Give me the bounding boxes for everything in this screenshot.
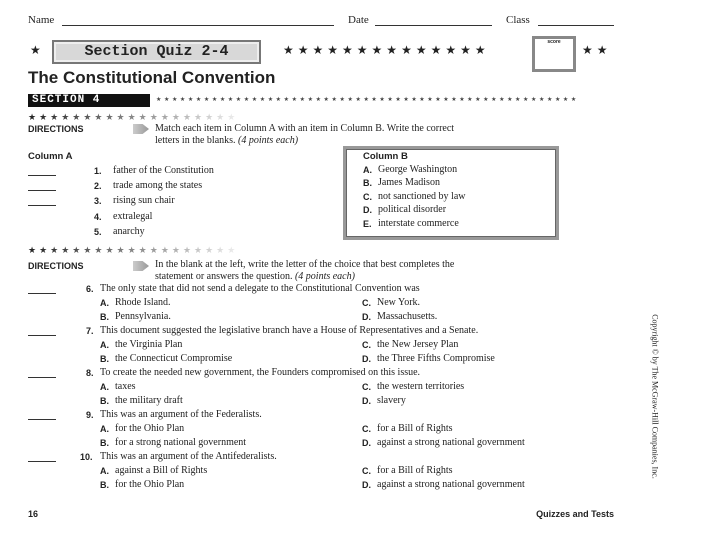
question-text: The only state that did not send a delegate to the Constitutional Convention was [100, 283, 420, 294]
score-box [532, 36, 576, 72]
choice-letter: B. [100, 353, 109, 364]
date-label: Date [348, 14, 369, 26]
choice-letter: C. [362, 381, 371, 392]
directions-text: Match each item in Column A with an item in Column B. Write the correct [155, 123, 455, 134]
option-text: George Washington [378, 164, 458, 175]
column-b-header: Column B [363, 151, 408, 162]
answer-blank[interactable] [28, 205, 56, 206]
question-text: This was an argument of the Antifederalists. [100, 451, 277, 462]
score-label: score [547, 39, 561, 45]
answer-blank[interactable] [28, 461, 56, 462]
choice-letter: C. [362, 423, 371, 434]
star-row-icon: ★★★★★★★★★★★★★★★★★★★★★★★★★★★★★★★★★★★★★★★★★★★★★★★★★★★★★ [156, 97, 579, 103]
option-text: James Madison [378, 177, 440, 189]
answer-blank[interactable] [28, 377, 56, 378]
question-number: 6. [86, 284, 94, 294]
item-number: 3. [94, 196, 102, 207]
choice-text: for a Bill of Rights [377, 464, 453, 476]
choice-text: against a Bill of Rights [115, 464, 208, 476]
choice-letter: A. [100, 339, 109, 350]
choice-letter: B. [100, 311, 109, 322]
choice-letter: B. [100, 395, 109, 406]
page-number: 16 [28, 509, 39, 519]
class-field[interactable] [538, 25, 614, 26]
choice-letter: B. [100, 479, 109, 490]
name-label: Name [28, 14, 55, 26]
option-text: interstate commerce [378, 217, 459, 229]
option-letter: D. [363, 205, 372, 216]
choice-text: against a strong national government [377, 436, 525, 448]
choice-text: the western territories [377, 380, 465, 392]
choice-text: Pennsylvania. [115, 310, 171, 322]
choice-text: for a Bill of Rights [377, 422, 453, 434]
option-letter: C. [363, 191, 372, 202]
choice-text: the military draft [115, 394, 183, 406]
choice-letter: D. [362, 311, 371, 322]
star-icon: ★ [30, 43, 44, 57]
choice-letter: A. [100, 465, 109, 476]
choice-text: the Three Fifths Compromise [377, 352, 495, 364]
choice-letter: D. [362, 395, 371, 406]
question-number: 8. [86, 368, 94, 378]
directions-text [155, 135, 298, 146]
question-number: 7. [86, 326, 94, 336]
directions-text-line: letters in the blanks. [155, 135, 236, 146]
answer-blank[interactable] [28, 335, 56, 336]
question-number: 9. [86, 410, 94, 420]
star-row-icon: ★★ [582, 43, 612, 57]
item-text: trade among the states [113, 180, 203, 192]
choice-letter: C. [362, 297, 371, 308]
choice-letter: D. [362, 437, 371, 448]
item-number: 1. [94, 166, 102, 176]
choice-text: Massachusetts. [377, 310, 438, 322]
choice-letter: D. [362, 353, 371, 364]
answer-blank[interactable] [28, 293, 56, 294]
footer-section-name: Quizzes and Tests [536, 509, 614, 519]
option-text: not sanctioned by law [378, 190, 466, 202]
choice-text: slavery [377, 394, 406, 406]
choice-text: the Connecticut Compromise [115, 352, 233, 364]
question-text: This was an argument of the Federalists. [100, 409, 262, 420]
choice-letter: D. [362, 479, 371, 490]
choice-letter: C. [362, 339, 371, 350]
item-text: extralegal [113, 210, 153, 222]
choice-text: the Virginia Plan [115, 338, 183, 350]
question-text: This document suggested the legislative branch have a House of Representatives and a Senate. [100, 325, 479, 336]
points-note: (4 points each) [238, 135, 299, 146]
question-text: To create the needed new government, the Founders compromised on this issue. [100, 367, 421, 378]
choice-text: the New Jersey Plan [377, 338, 459, 350]
directions-text: In the blank at the left, write the letter of the choice that best completes the [155, 259, 455, 270]
star-row-icon: ★★★★★★★★★★★★★★ [283, 43, 490, 57]
choice-text: for the Ohio Plan [115, 422, 185, 434]
answer-blank[interactable] [28, 175, 56, 176]
page-title: The Constitutional Convention [28, 68, 276, 87]
answer-blank[interactable] [28, 419, 56, 420]
choice-letter: A. [100, 381, 109, 392]
item-text: anarchy [113, 225, 145, 237]
directions-text [155, 271, 355, 282]
choice-text: taxes [115, 380, 136, 392]
choice-letter: B. [100, 437, 109, 448]
directions-label: DIRECTIONS [28, 261, 84, 271]
choice-letter: A. [100, 297, 109, 308]
choice-text: New York. [377, 296, 421, 308]
item-number: 2. [94, 181, 102, 192]
star-row-icon: ★★★★★★★★★★★★★★★★★★★ [28, 245, 239, 255]
star-row-icon: ★★★★★★★★★★★★★★★★★★★ [28, 112, 239, 122]
section-quiz-banner: Section Quiz 2-4 [52, 40, 261, 64]
arrow-icon [133, 124, 149, 134]
arrow-icon [133, 261, 149, 271]
choice-letter: C. [362, 465, 371, 476]
item-number: 4. [94, 211, 102, 222]
directions-text-line: statement or answers the question. [155, 271, 293, 282]
name-field[interactable] [62, 25, 334, 26]
option-text: political disorder [378, 204, 447, 216]
copyright-notice: Copyright © by The McGraw-Hill Companies, Inc. [650, 314, 660, 479]
choice-text: for a strong national government [115, 436, 247, 448]
item-text: father of the Constitution [113, 165, 214, 176]
option-letter: A. [363, 165, 372, 175]
directions-label: DIRECTIONS [28, 124, 84, 134]
choice-text: for the Ohio Plan [115, 478, 185, 490]
answer-blank[interactable] [28, 190, 56, 191]
option-letter: B. [363, 178, 372, 189]
choice-letter: A. [100, 423, 109, 434]
date-field[interactable] [375, 25, 492, 26]
class-label: Class [506, 14, 530, 26]
column-a-header: Column A [28, 151, 73, 162]
choice-text: Rhode Island. [115, 296, 171, 308]
item-number: 5. [94, 226, 102, 237]
question-number: 10. [80, 452, 93, 462]
choice-text: against a strong national government [377, 478, 525, 490]
option-letter: E. [363, 218, 372, 229]
points-note: (4 points each) [294, 271, 355, 282]
section-label: SECTION 4 [28, 94, 150, 107]
item-text: rising sun chair [113, 195, 175, 207]
